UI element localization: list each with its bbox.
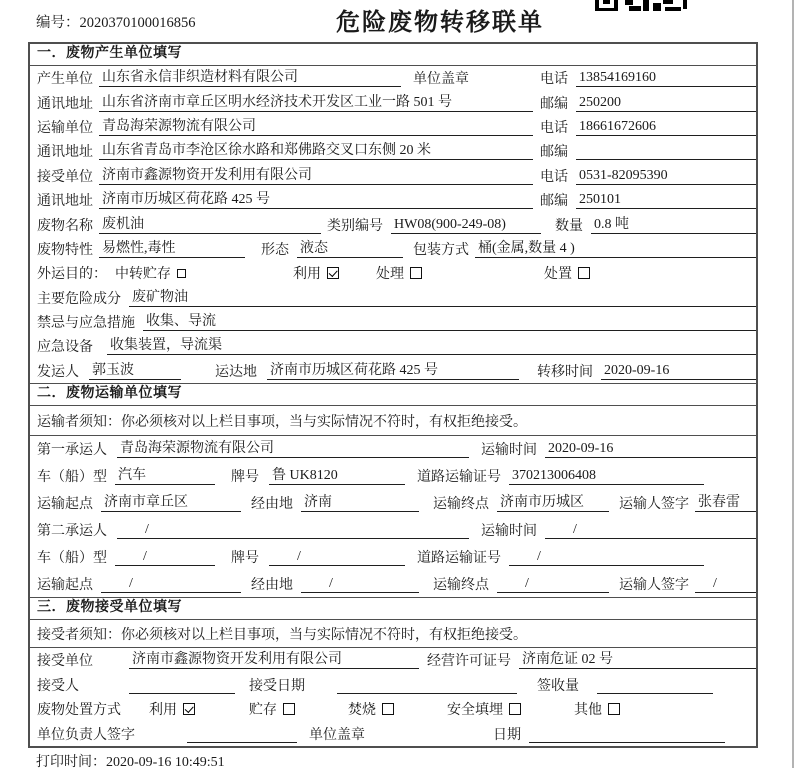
field-label: 禁忌与应急措施 bbox=[37, 316, 135, 332]
checkbox-label: 其他 bbox=[574, 703, 602, 719]
checkbox-transit-storage bbox=[177, 269, 186, 278]
row-hazard-components bbox=[30, 286, 756, 310]
field-waste-hazard-traits: 易燃性,毒性 bbox=[99, 240, 245, 258]
field-received-quantity bbox=[597, 676, 713, 694]
field-receipt-date bbox=[337, 676, 517, 694]
field-label: 废物特性 bbox=[37, 242, 93, 258]
notice-text: 接受者须知：你必须核对以上栏目事项，当与实际情况不符时，有权拒绝接受。 bbox=[37, 627, 527, 643]
field-receiver-phone: 0531-82095390 bbox=[576, 167, 756, 185]
checkbox-label: 处理 bbox=[376, 267, 404, 283]
field-generator-address: 山东省济南市章丘区明水经济技术开发区工业一路 501 号 bbox=[99, 94, 533, 112]
row-transport-unit bbox=[30, 115, 756, 139]
transporter-notice bbox=[30, 406, 756, 436]
field-label: 运输人签字 bbox=[619, 497, 689, 513]
checkbox-label: 利用 bbox=[293, 267, 321, 283]
field-label: 接受单位 bbox=[37, 654, 93, 670]
field-label: 废物名称 bbox=[37, 218, 93, 234]
section-3-body bbox=[30, 648, 756, 746]
field-transport-postcode bbox=[576, 142, 756, 160]
field-label: 电话 bbox=[540, 169, 568, 185]
field-transport-address: 山东省青岛市李沧区徐水路和郑佛路交叉口东侧 20 米 bbox=[99, 142, 533, 160]
checkbox-group-treat bbox=[376, 263, 422, 283]
row-first-carrier bbox=[30, 436, 756, 463]
section-2-body bbox=[30, 436, 756, 598]
field-label: 第二承运人 bbox=[37, 523, 107, 539]
print-time-value: 2020-09-16 10:49:51 bbox=[106, 755, 225, 770]
field-label: 电话 bbox=[540, 72, 568, 88]
row-signatures bbox=[30, 722, 756, 747]
field-label: 运输时间 bbox=[481, 523, 537, 539]
field-label: 经由地 bbox=[251, 497, 293, 513]
field-label: 应急设备 bbox=[37, 340, 93, 356]
field-receiver-unit: 济南市鑫源物资开发利用有限公司 bbox=[99, 167, 533, 185]
print-time-label: 打印时间： bbox=[36, 755, 106, 770]
field-label: 通讯地址 bbox=[37, 194, 93, 210]
field-label: 运输起点 bbox=[37, 577, 93, 593]
section-3-title: 三．废物接受单位填写 bbox=[30, 598, 756, 620]
checkbox-label: 利用 bbox=[149, 703, 177, 719]
field-label: 转移时间 bbox=[537, 364, 593, 380]
checkbox-group-landfill bbox=[447, 699, 521, 719]
field-route-origin-2: / bbox=[101, 575, 241, 593]
field-road-permit-1: 370213006408 bbox=[509, 467, 704, 485]
field-route-via-2: / bbox=[301, 575, 419, 593]
field-first-carrier: 青岛海荣源物流有限公司 bbox=[117, 440, 469, 458]
field-business-license: 济南危证 02 号 bbox=[519, 651, 756, 669]
field-label: 接受单位 bbox=[37, 169, 93, 185]
checkbox-label: 中转贮存 bbox=[115, 267, 171, 283]
checkbox-other bbox=[608, 703, 620, 715]
field-destination: 济南市历城区荷花路 425 号 bbox=[267, 362, 519, 380]
section-2-title: 二．废物运输单位填写 bbox=[30, 384, 756, 406]
row-vehicle-1 bbox=[30, 463, 756, 490]
field-label: 牌号 bbox=[231, 550, 259, 566]
row-second-carrier bbox=[30, 516, 756, 543]
serial-label: 编号： bbox=[36, 15, 80, 31]
field-label: 签收量 bbox=[537, 678, 579, 694]
field-emergency-equipment: 收集装置，导流渠 bbox=[107, 337, 756, 355]
checkbox-group-dispose bbox=[544, 263, 590, 283]
field-label: 通讯地址 bbox=[37, 96, 93, 112]
field-label: 经营许可证号 bbox=[427, 654, 511, 670]
qr-code-fragment-icon bbox=[595, 0, 687, 11]
checkbox-group-utilize-receipt bbox=[149, 699, 195, 719]
row-waste-name bbox=[30, 212, 756, 236]
field-receipt-sign-date bbox=[529, 725, 725, 743]
field-label: 邮编 bbox=[540, 145, 568, 161]
checkbox-treat bbox=[410, 267, 422, 279]
row-route-1 bbox=[30, 490, 756, 517]
field-vehicle-type-1: 汽车 bbox=[115, 467, 215, 485]
field-plate-number-1: 鲁 UK8120 bbox=[269, 467, 405, 485]
field-transport-phone: 18661672606 bbox=[576, 118, 756, 136]
field-receiver-address: 济南市历城区荷花路 425 号 bbox=[99, 191, 533, 209]
field-label: 第一承运人 bbox=[37, 443, 107, 459]
field-plate-number-2: / bbox=[269, 548, 405, 566]
field-label: 运输终点 bbox=[433, 577, 489, 593]
field-label: 电话 bbox=[540, 120, 568, 136]
field-label: 邮编 bbox=[540, 194, 568, 210]
field-label: 通讯地址 bbox=[37, 145, 93, 161]
field-label: 形态 bbox=[261, 242, 289, 258]
row-receiver-person bbox=[30, 673, 756, 698]
field-label: 牌号 bbox=[231, 470, 259, 486]
serial-value: 2020370100016856 bbox=[79, 15, 196, 31]
print-time bbox=[36, 751, 225, 771]
row-emergency-measures bbox=[30, 310, 756, 334]
field-receiver-name bbox=[129, 676, 235, 694]
field-label: 道路运输证号 bbox=[417, 550, 501, 566]
checkbox-group-utilize bbox=[293, 263, 339, 283]
field-label: 接受日期 bbox=[249, 678, 305, 694]
field-waste-name: 废机油 bbox=[99, 216, 321, 234]
field-vehicle-type-2: / bbox=[115, 548, 215, 566]
field-packaging: 桶(金属,数量 4 ) bbox=[475, 240, 756, 258]
checkbox-landfill bbox=[509, 703, 521, 715]
field-label: 运输起点 bbox=[37, 497, 93, 513]
field-responsible-signature bbox=[187, 725, 297, 743]
field-label: 邮编 bbox=[540, 96, 568, 112]
field-receiver-postcode: 250101 bbox=[576, 191, 756, 209]
field-road-permit-2: / bbox=[509, 548, 704, 566]
field-route-origin-1: 济南市章丘区 bbox=[101, 494, 241, 512]
field-label-unit-seal: 单位盖章 bbox=[413, 72, 469, 88]
receiver-notice bbox=[30, 620, 756, 648]
checkbox-storage bbox=[283, 703, 295, 715]
row-transport-address bbox=[30, 139, 756, 163]
field-label: 产生单位 bbox=[37, 72, 93, 88]
field-transfer-date: 2020-09-16 bbox=[601, 362, 756, 380]
field-label: 运达地 bbox=[215, 364, 257, 380]
checkbox-incinerate bbox=[382, 703, 394, 715]
row-route-2 bbox=[30, 570, 756, 597]
checkbox-dispose bbox=[578, 267, 590, 279]
field-label: 车（船）型 bbox=[37, 470, 107, 486]
manifest-form bbox=[28, 42, 758, 748]
row-generator-address bbox=[30, 90, 756, 114]
field-hazard-components: 废矿物油 bbox=[129, 289, 756, 307]
field-generator-postcode: 250200 bbox=[576, 94, 756, 112]
field-label: 车（船）型 bbox=[37, 550, 107, 566]
field-label: 日期 bbox=[493, 727, 521, 743]
section-1-body bbox=[30, 66, 756, 384]
section-1-title: 一．废物产生单位填写 bbox=[30, 44, 756, 66]
field-label: 废物处置方式 bbox=[37, 703, 121, 719]
field-carrier-signature-1: 张春雷 bbox=[695, 494, 756, 512]
field-label: 主要危险成分 bbox=[37, 291, 121, 307]
row-generator-unit bbox=[30, 66, 756, 90]
row-receiver-unit bbox=[30, 164, 756, 188]
field-route-via-1: 济南 bbox=[301, 494, 419, 512]
field-generator-unit: 山东省永信非织造材料有限公司 bbox=[99, 69, 401, 87]
field-waste-form: 液态 bbox=[297, 240, 403, 258]
checkbox-group-incinerate bbox=[348, 699, 394, 719]
checkbox-label: 处置 bbox=[544, 267, 572, 283]
field-quantity: 0.8 吨 bbox=[591, 216, 756, 234]
field-carrier-signature-2: / bbox=[695, 575, 756, 593]
field-label: 运输单位 bbox=[37, 120, 93, 136]
field-route-end-1: 济南市历城区 bbox=[497, 494, 609, 512]
checkbox-label: 贮存 bbox=[249, 703, 277, 719]
checkbox-label: 焚烧 bbox=[348, 703, 376, 719]
row-receiving-unit bbox=[30, 648, 756, 673]
field-consignor-name: 郭玉波 bbox=[89, 362, 181, 380]
checkbox-group-storage bbox=[249, 699, 295, 719]
field-label: 发运人 bbox=[37, 364, 79, 380]
field-generator-phone: 13854169160 bbox=[576, 69, 756, 87]
field-route-end-2: / bbox=[497, 575, 609, 593]
field-second-carrier: / bbox=[117, 521, 469, 539]
checkbox-label: 安全填埋 bbox=[447, 703, 503, 719]
field-label: 类别编号 bbox=[327, 218, 383, 234]
field-label: 经由地 bbox=[251, 577, 293, 593]
row-waste-properties bbox=[30, 237, 756, 261]
field-transport-date-2: / bbox=[545, 521, 756, 539]
field-category-code: HW08(900-249-08) bbox=[391, 216, 541, 234]
field-label: 运输终点 bbox=[433, 497, 489, 513]
field-label: 运输时间 bbox=[481, 443, 537, 459]
notice-text: 运输者须知：你必须核对以上栏目事项，当与实际情况不符时，有权拒绝接受。 bbox=[37, 414, 527, 430]
field-label: 道路运输证号 bbox=[417, 470, 501, 486]
checkbox-group-transit-storage bbox=[115, 263, 186, 283]
field-transport-date-1: 2020-09-16 bbox=[545, 440, 756, 458]
field-label: 接受人 bbox=[37, 678, 79, 694]
field-transport-unit: 青岛海荣源物流有限公司 bbox=[99, 118, 533, 136]
field-label: 数量 bbox=[555, 218, 583, 234]
field-label: 外运目的： bbox=[37, 267, 107, 283]
field-label: 运输人签字 bbox=[619, 577, 689, 593]
field-label: 单位负责人签字 bbox=[37, 727, 135, 743]
row-receiver-address bbox=[30, 188, 756, 212]
page-right-edge bbox=[792, 0, 794, 768]
page-title: 危险废物转移联单 bbox=[336, 10, 544, 36]
field-emergency-measures: 收集、导流 bbox=[143, 313, 756, 331]
row-vehicle-2 bbox=[30, 543, 756, 570]
checkbox-group-other bbox=[574, 699, 620, 719]
row-consignor bbox=[30, 359, 756, 383]
checkbox-utilize bbox=[327, 267, 339, 279]
field-label: 包装方式 bbox=[413, 242, 469, 258]
checkbox-utilize-receipt bbox=[183, 703, 195, 715]
row-transfer-purpose bbox=[30, 261, 756, 285]
row-disposal-method bbox=[30, 697, 756, 722]
row-emergency-equipment bbox=[30, 334, 756, 358]
field-label-unit-seal: 单位盖章 bbox=[309, 727, 365, 743]
field-receiving-unit: 济南市鑫源物资开发利用有限公司 bbox=[129, 651, 419, 669]
